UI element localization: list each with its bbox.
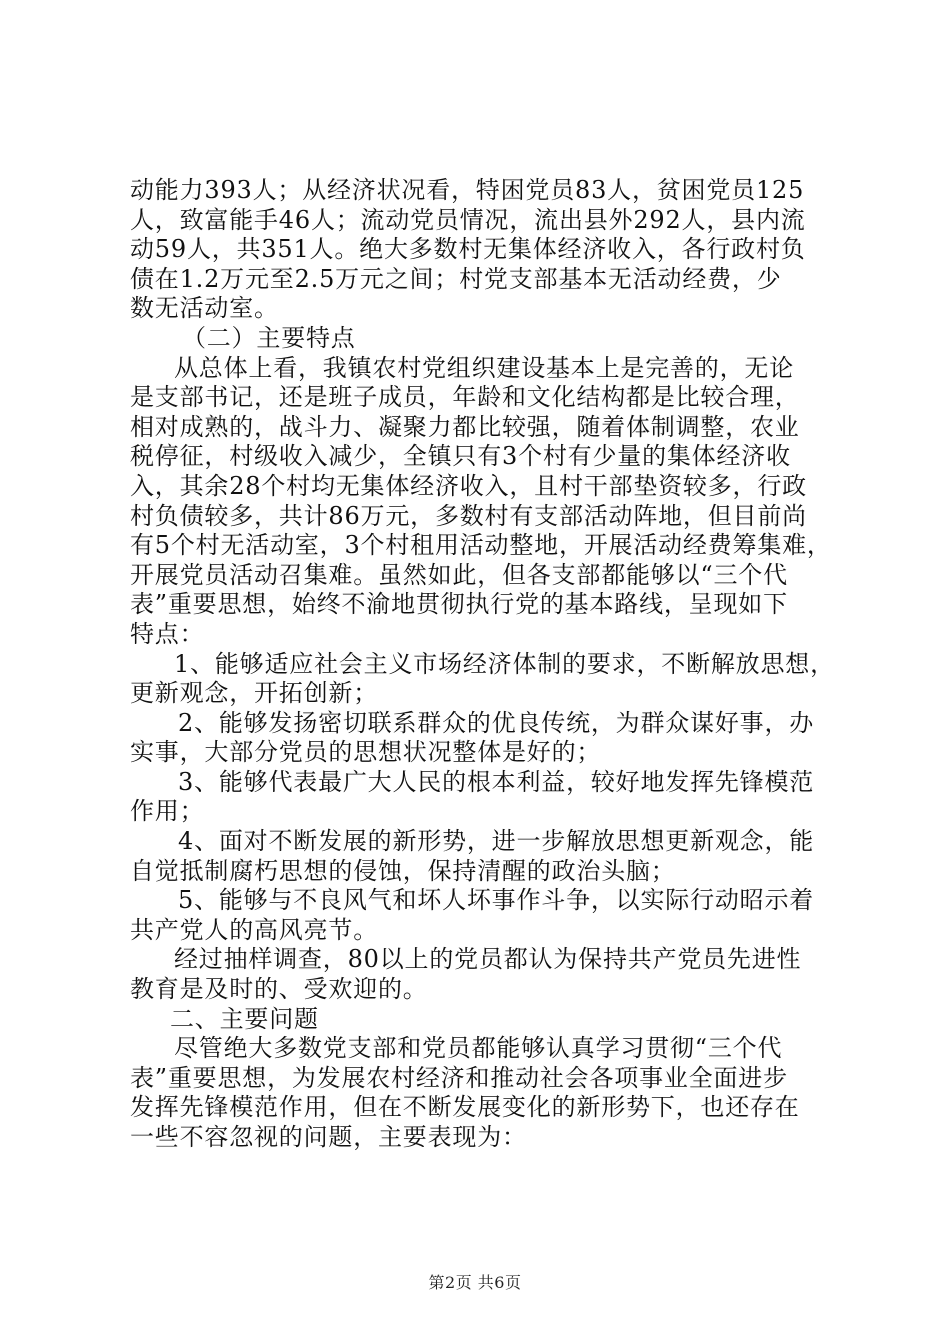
text-line: 表”重要思想，为发展农村经济和推动社会各项事业全面进步 xyxy=(130,1063,788,1092)
text-line: 入，其余28个村均无集体经济收入，且村干部垫资较多，行政 xyxy=(130,471,807,500)
list-item-line: 3、能够代表最广大人民的根本利益，较好地发挥先锋模范 xyxy=(178,767,815,796)
text-line: 更新观念，开拓创新； xyxy=(130,679,378,708)
page-number-footer: 第2页 共6页 xyxy=(428,1273,522,1292)
list-item-line: 5、能够与不良风气和坏人坏事作斗争，以实际行动昭示着 xyxy=(178,886,815,915)
text-line: 一些不容忽视的问题，主要表现为： xyxy=(130,1123,527,1151)
text-line: 有5个村无活动室，3个村租用活动整地，开展活动经费筹集难， xyxy=(130,531,832,560)
text-line: 相对成熟的，战斗力、凝聚力都比较强，随着体制调整，农业 xyxy=(130,412,800,441)
text-line: 税停征，村级收入减少，全镇只有3个村有少量的集体经济收 xyxy=(130,442,791,471)
text-line: 债在1.2万元至2.5万元之间；村党支部基本无活动经费，少 xyxy=(130,264,782,293)
text-line: 从总体上看，我镇农村党组织建设基本上是完善的，无论 xyxy=(174,353,794,382)
text-line: 作用； xyxy=(130,797,205,826)
text-line: 实事，大部分党员的思想状况整体是好的； xyxy=(130,738,602,767)
text-line: 特点： xyxy=(130,619,205,648)
text-line: 尽管绝大多数党支部和党员都能够认真学习贯彻“三个代 xyxy=(174,1034,783,1063)
section-heading: （二）主要特点 xyxy=(182,323,356,352)
text-line: 是支部书记，还是班子成员，年龄和文化结构都是比较合理， xyxy=(130,383,800,412)
text-line: 开展党员活动召集难。虽然如此，但各支部都能够以“三个代 xyxy=(130,560,788,589)
list-item-line: 2、能够发扬密切联系群众的优良传统，为群众谋好事，办 xyxy=(178,708,815,737)
list-item-line: 1、能够适应社会主义市场经济体制的要求，不断解放思想， xyxy=(174,649,835,678)
section-heading: 二、主要问题 xyxy=(170,1004,319,1033)
text-line: 动能力393人；从经济状况看，特困党员83人，贫困党员125 xyxy=(130,176,805,204)
text-line: 教育是及时的、受欢迎的。 xyxy=(130,975,428,1004)
text-line: 自觉抵制腐朽思想的侵蚀，保持清醒的政治头脑； xyxy=(130,856,676,885)
text-line: 动59人，共351人。绝大多数村无集体经济收入，各行政村负 xyxy=(130,235,806,264)
text-line: 数无活动室。 xyxy=(130,294,279,323)
text-line: 人，致富能手46人；流动党员情况，流出县外292人，县内流 xyxy=(130,205,806,234)
document-body xyxy=(130,176,835,1153)
text-line: 经过抽样调查，80以上的党员都认为保持共产党员先进性 xyxy=(174,945,802,974)
text-line: 共产党人的高风亮节。 xyxy=(130,915,378,944)
text-line: 表”重要思想，始终不渝地贯彻执行党的基本路线，呈现如下 xyxy=(130,590,788,619)
text-line: 发挥先锋模范作用，但在不断发展变化的新形势下，也还存在 xyxy=(130,1093,800,1122)
list-item-line: 4、面对不断发展的新形势，进一步解放思想更新观念，能 xyxy=(178,827,815,856)
text-line: 村负债较多，共计86万元，多数村有支部活动阵地，但目前尚 xyxy=(130,501,807,530)
